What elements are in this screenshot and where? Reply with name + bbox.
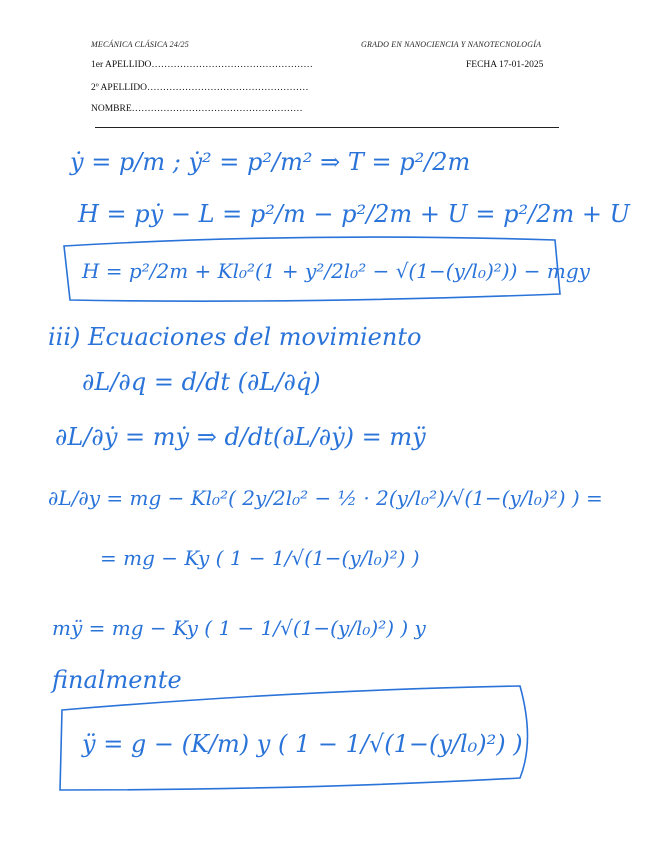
degree-header: GRADO EN NANOCIENCIA Y NANOTECNOLOGÍA bbox=[361, 40, 542, 49]
derivative-wrt-y: ∂L/∂y = mg − Kl₀²( 2y/2l₀² − ½ · 2(y/l₀²)/√(1−(y/l₀)²) ) = bbox=[48, 486, 603, 510]
date-field: FECHA 17-01-2025 bbox=[466, 60, 544, 70]
finalmente-label: finalmente bbox=[52, 666, 182, 694]
velocity-momentum-line: ẏ = p/m ; ẏ² = p²/m² ⇒ T = p²/2m bbox=[70, 148, 471, 176]
first-surname-field: 1er APELLIDO…………………………………………… bbox=[91, 60, 313, 70]
equation-of-motion: mÿ = mg − Ky ( 1 − 1/√(1−(y/l₀)²) ) y bbox=[52, 616, 426, 640]
boxed-hamiltonian: H = p²/2m + Kl₀²(1 + y²/2l₀² − √(1−(y/l₀)²)) − mgy bbox=[82, 259, 590, 283]
hamiltonian-derivation-line: H = pẏ − L = p²/m − p²/2m + U = p²/2m + U bbox=[78, 200, 630, 228]
name-field: NOMBRE……………………………………………… bbox=[91, 104, 303, 114]
derivative-simplified: = mg − Ky ( 1 − 1/√(1−(y/l₀)²) ) bbox=[100, 546, 420, 570]
final-equation: ÿ = g − (K/m) y ( 1 − 1/√(1−(y/l₀)²) ) bbox=[82, 730, 523, 758]
course-header: MECÁNICA CLÁSICA 24/25 bbox=[91, 40, 189, 49]
second-surname-field: 2º APELLIDO…………………………………………… bbox=[91, 83, 309, 93]
section-heading: iii) Ecuaciones del movimiento bbox=[48, 323, 422, 351]
lagrange-equation: ∂L/∂q = d/dt (∂L/∂q̇) bbox=[82, 368, 321, 396]
derivative-wrt-ydot: ∂L/∂ẏ = mẏ ⇒ d/dt(∂L/∂ẏ) = mÿ bbox=[55, 423, 426, 451]
